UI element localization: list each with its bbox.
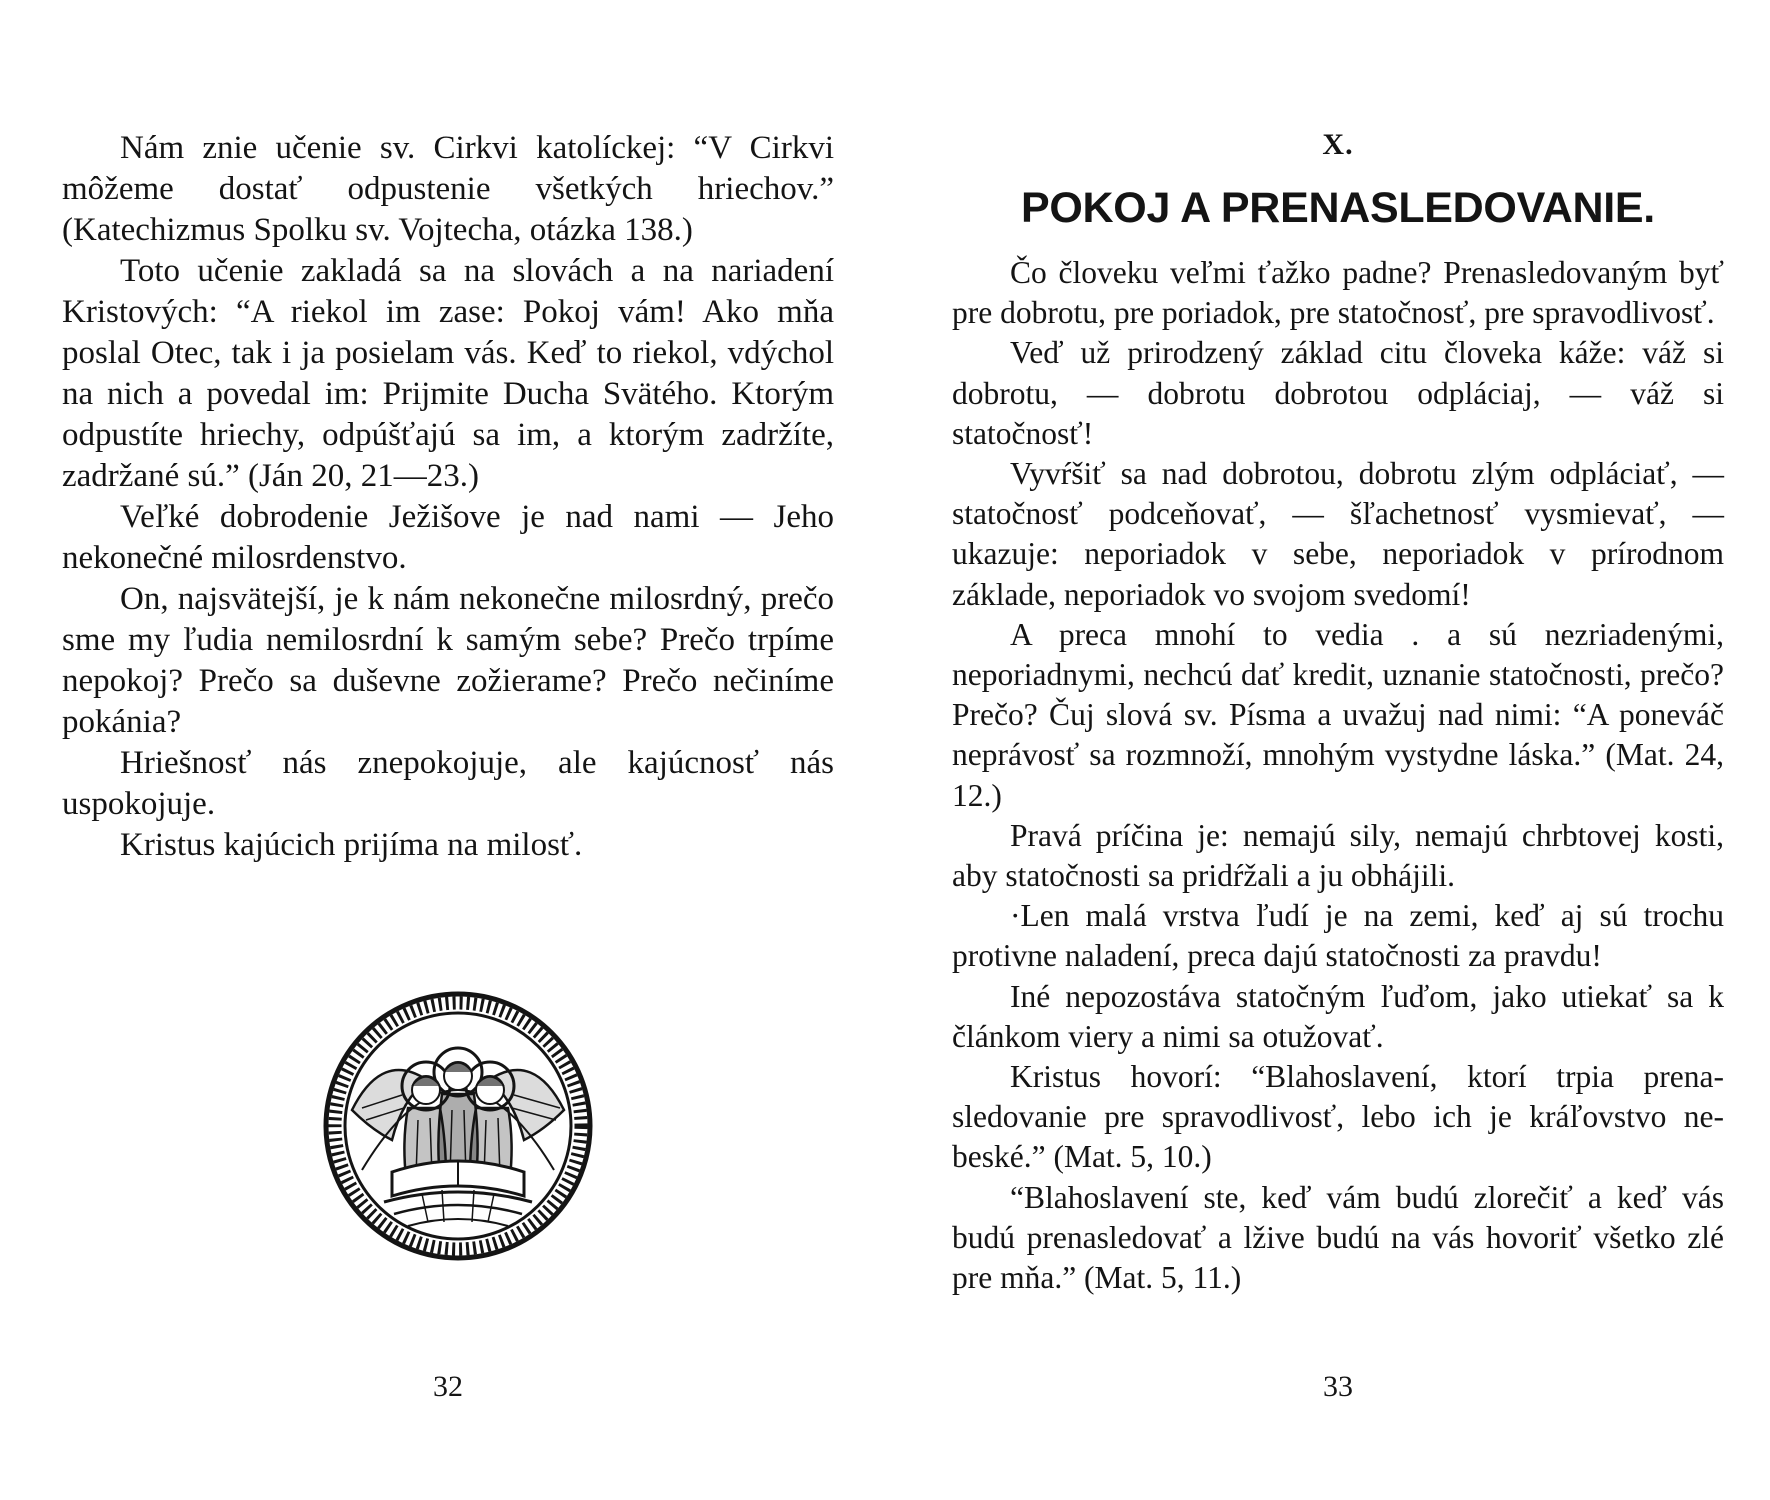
chapter-title: POKOJ A PRENASLEDOVANIE. [1021,184,1655,232]
paragraph: “Blahoslavení ste, keď vám budú zlorečiť a keď vás budú prenasledovať a lžive budú na vás hovoriť všetko zlé pre mňa.” (Mat. 5, 11.) [952,1179,1724,1296]
paragraph: Kristus hovorí: “Blahoslavení, ktorí trpia prenasledovanie pre spravodlivosť, lebo ich je kráľovstvo nebeské.” (Mat. 5, 10.) [952,1059,1724,1175]
chapter-number: X. [1322,128,1354,161]
paragraph: On, najsvätejší, je k nám nekonečne milosrdný, prečo sme my ľudia nemilosrdní k samým sebe? Prečo trpíme nepokoj? Prečo sa duševne zožierame? Prečo nečiníme pokánia? [62,581,834,740]
paragraph: Pravá príčina je: nemajú sily, nemajú chrbtovej kosti, aby statočnosti sa pridŕžali a ju obhájili. [952,817,1724,894]
left-page [62,0,834,1500]
paragraph: Kristus kajúcich prijíma na milosť. [120,827,583,863]
paragraph: Vyvŕšiť sa nad dobrotou, dobrotu zlým odpláciať, — statočnosť podceňovať, — šľachetnosť vysmievať, — ukazuje: neporiadok v sebe, neporiadok v prírodnom základe, neporiadok vo svojom svedomí! [952,456,1724,612]
paragraph: Čo človeku veľmi ťažko padne? Prenasledovaným byť pre dobrotu, pre poriadok, pre statočnosť, pre spravodlivosť. [952,255,1724,331]
page-number: 32 [433,1370,463,1403]
right-page-text [952,253,1724,1298]
paragraph: Veľké dobrodenie Ježišove je nad nami — Jeho nekonečné milosrdenstvo. [62,499,834,576]
paragraph: Nám znie učenie sv. Cirkvi katolíckej: “V Cirkvi môžeme dostať odpustenie všetkých hriechov.” (Katechizmus Spolku sv. Vojtecha, otázka 138.) [62,130,834,248]
paragraph: Iné nepozostáva statočným ľuďom, jako utiekať sa k článkom viery a nimi sa otužovať. [952,978,1724,1054]
paragraph: ·Len malá vrstva ľudí je na zemi, keď aj sú trochu protivne naladení, preca dajú statočnosti za pravdu! [952,898,1724,974]
left-page-text [62,128,834,866]
angels-medallion-icon [322,990,594,1262]
right-page [952,0,1724,1500]
paragraph: Toto učenie zakladá sa na slovách a na nariadení Kristových: “A riekol im zase: Pokoj vám! Ako mňa poslal Otec, tak i ja posielam vás. Keď to riekol, vdýchol na nich a povedal im: Prijmite Ducha Svätého. Ktorým odpustíte hriechy, odpúšťajú sa im, a ktorým zadržíte, zadržané sú.” (Ján 20, 21—23.) [62,253,834,494]
page-number: 33 [1323,1370,1353,1403]
paragraph: Hriešnosť nás znepokojuje, ale kajúcnosť nás uspokojuje. [62,745,834,822]
paragraph: Veď už prirodzený základ citu človeka káže: váž si dobrotu, — dobrotu dobrotou odpláciaj, — váž si statočnosť! [952,335,1724,451]
paragraph: A preca mnohí to vedia . a sú nezriadenými, neporiadnymi, nechcú dať kredit, uznanie statočnosti, prečo? Prečo? Čuj slová sv. Písma a uvažuj nad nimi: “A poneváč neprávosť sa rozmnoží, mnohým vystydne láska.” (Mat. 24, 12.) [952,616,1724,813]
